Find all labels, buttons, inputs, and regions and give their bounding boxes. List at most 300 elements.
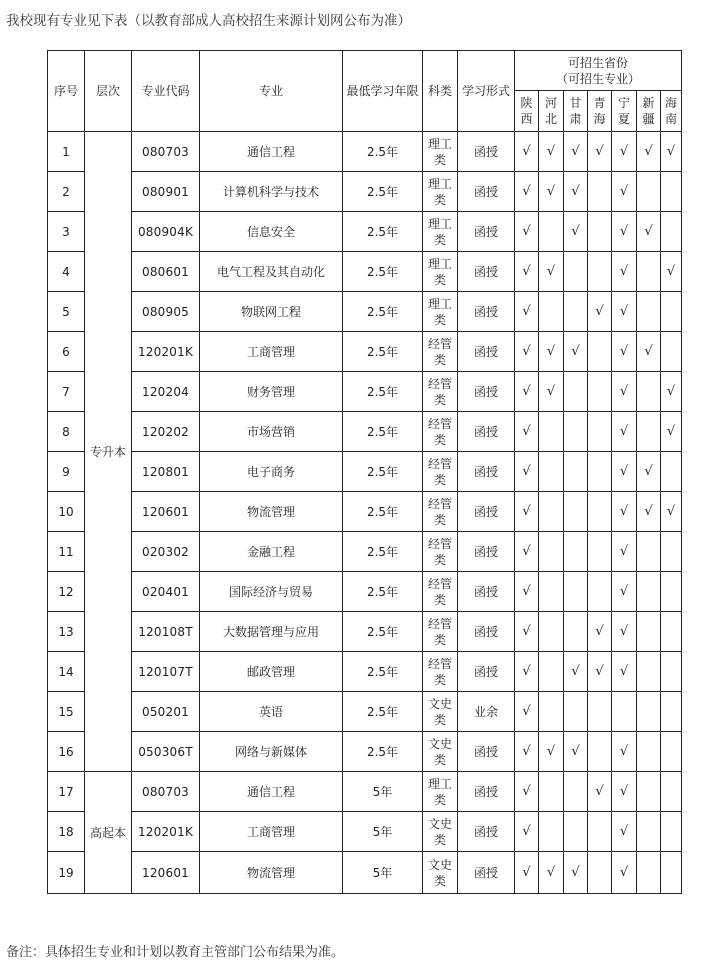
province-check-cell (612, 732, 637, 772)
row-years: 2.5年 (343, 332, 423, 372)
province-check-cell (588, 612, 612, 652)
province-check-cell (539, 652, 564, 692)
row-years: 5年 (343, 812, 423, 852)
province-check-cell (612, 292, 637, 332)
check-mark-icon: √ (619, 823, 629, 839)
province-check-cell (539, 452, 564, 492)
province-check-cell (515, 292, 539, 332)
province-check-cell (612, 652, 637, 692)
check-mark-icon: √ (595, 783, 604, 799)
header-min-years: 最低学习年限 (343, 51, 423, 132)
province-check-cell (564, 732, 588, 772)
province-check-cell (612, 252, 637, 292)
province-check-cell (637, 332, 661, 372)
province-check-cell (539, 172, 564, 212)
header-province (637, 91, 661, 132)
row-years: 2.5年 (343, 292, 423, 332)
check-mark-icon: √ (522, 463, 531, 479)
check-mark-icon: √ (619, 423, 629, 439)
province-check-cell (515, 572, 539, 612)
row-major: 通信工程 (200, 772, 343, 812)
row-category (423, 812, 458, 852)
row-study-form: 函授 (458, 652, 515, 692)
check-mark-icon: √ (571, 143, 580, 159)
row-index: 13 (48, 612, 85, 652)
check-mark-icon: √ (644, 343, 653, 359)
row-category-line: 类 (433, 832, 446, 847)
province-check-cell (539, 212, 564, 252)
table-row (48, 332, 682, 372)
province-check-cell (564, 292, 588, 332)
row-category-line: 文史 (427, 736, 452, 751)
row-study-form: 函授 (458, 452, 515, 492)
province-check-cell (612, 572, 637, 612)
row-study-form: 业余 (458, 692, 515, 732)
row-category (423, 612, 458, 652)
province-check-cell (637, 412, 661, 452)
province-check-cell (564, 692, 588, 732)
check-mark-icon: √ (522, 583, 531, 599)
province-check-cell (612, 372, 637, 412)
row-category-line: 文史 (427, 696, 452, 711)
check-mark-icon: √ (571, 663, 580, 679)
header-category: 科类 (423, 51, 458, 132)
check-mark-icon: √ (666, 263, 676, 279)
province-check-cell (588, 492, 612, 532)
province-check-cell (539, 532, 564, 572)
province-check-cell (564, 172, 588, 212)
row-code: 080703 (132, 772, 200, 812)
header-province-char: 新 (642, 96, 655, 110)
header-province (661, 91, 682, 132)
check-mark-icon: √ (546, 864, 556, 880)
row-index: 10 (48, 492, 85, 532)
row-category-line: 理工 (427, 176, 452, 191)
row-study-form: 函授 (458, 412, 515, 452)
province-check-cell (612, 612, 637, 652)
check-mark-icon: √ (522, 783, 531, 799)
row-category-line: 类 (433, 752, 446, 767)
check-mark-icon: √ (571, 743, 580, 759)
province-check-cell (515, 252, 539, 292)
row-code: 120204 (132, 372, 200, 412)
row-index: 2 (48, 172, 85, 212)
province-check-cell (515, 332, 539, 372)
row-category (423, 252, 458, 292)
check-mark-icon: √ (619, 463, 629, 479)
check-mark-icon: √ (522, 864, 531, 880)
row-study-form: 函授 (458, 612, 515, 652)
majors-table (47, 50, 682, 894)
province-check-cell (661, 172, 682, 212)
check-mark-icon: √ (619, 743, 629, 759)
row-major: 工商管理 (200, 812, 343, 852)
row-code: 120601 (132, 852, 200, 894)
header-province-char: 甘 (569, 96, 582, 110)
province-check-cell (588, 772, 612, 812)
check-mark-icon: √ (522, 343, 531, 359)
province-check-cell (539, 132, 564, 172)
province-check-cell (612, 812, 637, 852)
row-index: 4 (48, 252, 85, 292)
table-row (48, 132, 682, 172)
check-mark-icon: √ (546, 143, 556, 159)
header-province (539, 91, 564, 132)
row-category (423, 652, 458, 692)
row-category-line: 类 (433, 352, 446, 367)
row-study-form: 函授 (458, 332, 515, 372)
header-level: 层次 (85, 51, 132, 132)
province-check-cell (661, 292, 682, 332)
province-check-cell (588, 812, 612, 852)
province-check-cell (515, 732, 539, 772)
province-check-cell (588, 332, 612, 372)
check-mark-icon: √ (522, 263, 531, 279)
province-check-cell (612, 532, 637, 572)
province-check-cell (515, 412, 539, 452)
header-province (588, 91, 612, 132)
row-code: 120201K (132, 812, 200, 852)
row-level: 专升本 (85, 132, 132, 772)
row-index: 12 (48, 572, 85, 612)
province-check-cell (661, 372, 682, 412)
row-index: 15 (48, 692, 85, 732)
check-mark-icon: √ (619, 183, 629, 199)
row-category (423, 132, 458, 172)
province-check-cell (588, 852, 612, 894)
province-check-cell (515, 612, 539, 652)
province-check-cell (588, 252, 612, 292)
check-mark-icon: √ (522, 663, 531, 679)
row-index: 6 (48, 332, 85, 372)
check-mark-icon: √ (522, 743, 531, 759)
row-category (423, 452, 458, 492)
row-years: 2.5年 (343, 732, 423, 772)
province-check-cell (539, 852, 564, 894)
province-check-cell (564, 492, 588, 532)
row-category (423, 532, 458, 572)
footnote: 备注：具体招生专业和计划以教育主管部门公布结果为准。 (6, 945, 345, 960)
province-check-cell (515, 172, 539, 212)
province-check-cell (588, 132, 612, 172)
province-check-cell (637, 132, 661, 172)
header-province-char: 肃 (569, 112, 582, 126)
row-category-line: 经管 (427, 576, 452, 591)
header-study-form: 学习形式 (458, 51, 515, 132)
row-category-line: 经管 (427, 336, 452, 351)
row-years: 2.5年 (343, 492, 423, 532)
table-row (48, 412, 682, 452)
row-code: 050201 (132, 692, 200, 732)
row-code: 080901 (132, 172, 200, 212)
check-mark-icon: √ (522, 183, 531, 199)
check-mark-icon: √ (619, 623, 629, 639)
province-check-cell (588, 292, 612, 332)
province-check-cell (564, 252, 588, 292)
province-check-cell (612, 132, 637, 172)
check-mark-icon: √ (619, 543, 629, 559)
row-index: 16 (48, 732, 85, 772)
province-check-cell (588, 172, 612, 212)
table-row (48, 652, 682, 692)
province-check-cell (564, 652, 588, 692)
check-mark-icon: √ (619, 343, 629, 359)
row-major: 工商管理 (200, 332, 343, 372)
header-index: 序号 (48, 51, 85, 132)
row-category-line: 经管 (427, 616, 452, 631)
province-check-cell (588, 572, 612, 612)
row-index: 18 (48, 812, 85, 852)
header-provinces-title: 可招生省份 (567, 55, 628, 70)
row-years: 5年 (343, 772, 423, 812)
check-mark-icon: √ (644, 143, 653, 159)
check-mark-icon: √ (522, 303, 531, 319)
row-category-line: 类 (433, 712, 446, 727)
province-check-cell (637, 812, 661, 852)
row-major: 信息安全 (200, 212, 343, 252)
province-check-cell (637, 692, 661, 732)
check-mark-icon: √ (619, 263, 629, 279)
row-code: 020302 (132, 532, 200, 572)
row-category-line: 类 (433, 592, 446, 607)
row-category-line: 类 (433, 432, 446, 447)
row-years: 2.5年 (343, 412, 423, 452)
table-row (48, 372, 682, 412)
row-category (423, 852, 458, 894)
province-check-cell (539, 732, 564, 772)
header-province-char: 海 (664, 96, 677, 110)
header-province-char: 疆 (642, 112, 655, 126)
row-category-line: 类 (433, 672, 446, 687)
table-row (48, 852, 682, 894)
row-category (423, 372, 458, 412)
row-category (423, 492, 458, 532)
province-check-cell (515, 692, 539, 732)
row-category (423, 772, 458, 812)
row-category (423, 572, 458, 612)
province-check-cell (612, 212, 637, 252)
province-check-cell (515, 212, 539, 252)
province-check-cell (612, 772, 637, 812)
province-check-cell (564, 812, 588, 852)
province-check-cell (515, 372, 539, 412)
check-mark-icon: √ (571, 183, 580, 199)
row-study-form: 函授 (458, 212, 515, 252)
row-years: 2.5年 (343, 572, 423, 612)
province-check-cell (637, 852, 661, 894)
row-major: 物流管理 (200, 492, 343, 532)
row-index: 5 (48, 292, 85, 332)
check-mark-icon: √ (619, 583, 629, 599)
row-category (423, 692, 458, 732)
province-check-cell (661, 252, 682, 292)
header-major: 专业 (200, 51, 343, 132)
row-study-form: 函授 (458, 732, 515, 772)
row-index: 3 (48, 212, 85, 252)
row-major: 电子商务 (200, 452, 343, 492)
table-row (48, 172, 682, 212)
province-check-cell (539, 492, 564, 532)
row-category-line: 文史 (427, 816, 452, 831)
table-row (48, 452, 682, 492)
row-years: 2.5年 (343, 132, 423, 172)
check-mark-icon: √ (619, 783, 629, 799)
province-check-cell (515, 132, 539, 172)
row-major: 英语 (200, 692, 343, 732)
row-category (423, 172, 458, 212)
check-mark-icon: √ (595, 663, 604, 679)
province-check-cell (661, 532, 682, 572)
check-mark-icon: √ (619, 223, 629, 239)
row-years: 2.5年 (343, 372, 423, 412)
check-mark-icon: √ (522, 543, 531, 559)
row-category-line: 类 (433, 192, 446, 207)
row-category-line: 经管 (427, 656, 452, 671)
province-check-cell (539, 292, 564, 332)
province-check-cell (612, 492, 637, 532)
header-province-char: 河 (544, 96, 557, 110)
province-check-cell (564, 772, 588, 812)
row-category-line: 类 (433, 552, 446, 567)
row-category-line: 经管 (427, 416, 452, 431)
table-row (48, 252, 682, 292)
row-category-line: 经管 (427, 376, 452, 391)
row-years: 2.5年 (343, 252, 423, 292)
row-index: 7 (48, 372, 85, 412)
row-major: 计算机科学与技术 (200, 172, 343, 212)
row-study-form: 函授 (458, 292, 515, 332)
row-major: 物流管理 (200, 852, 343, 894)
province-check-cell (539, 332, 564, 372)
province-check-cell (637, 492, 661, 532)
province-check-cell (564, 532, 588, 572)
check-mark-icon: √ (522, 703, 531, 719)
check-mark-icon: √ (546, 263, 556, 279)
check-mark-icon: √ (546, 743, 556, 759)
province-check-cell (515, 852, 539, 894)
province-check-cell (661, 852, 682, 894)
row-major: 金融工程 (200, 532, 343, 572)
row-code: 120107T (132, 652, 200, 692)
row-index: 8 (48, 412, 85, 452)
row-category (423, 212, 458, 252)
row-category-line: 类 (433, 512, 446, 527)
province-check-cell (564, 612, 588, 652)
row-category-line: 类 (433, 312, 446, 327)
header-province (515, 91, 539, 132)
province-check-cell (661, 612, 682, 652)
province-check-cell (661, 412, 682, 452)
row-category (423, 332, 458, 372)
header-province-char: 南 (664, 112, 677, 126)
check-mark-icon: √ (666, 383, 676, 399)
province-check-cell (588, 652, 612, 692)
row-study-form: 函授 (458, 492, 515, 532)
check-mark-icon: √ (644, 463, 653, 479)
province-check-cell (612, 332, 637, 372)
province-check-cell (588, 372, 612, 412)
row-category (423, 292, 458, 332)
province-check-cell (637, 212, 661, 252)
province-check-cell (661, 332, 682, 372)
province-check-cell (564, 132, 588, 172)
province-check-cell (539, 812, 564, 852)
row-major: 电气工程及其自动化 (200, 252, 343, 292)
row-study-form: 函授 (458, 132, 515, 172)
row-index: 19 (48, 852, 85, 894)
row-major: 财务管理 (200, 372, 343, 412)
province-check-cell (612, 172, 637, 212)
province-check-cell (564, 412, 588, 452)
province-check-cell (637, 372, 661, 412)
row-category-line: 类 (433, 272, 446, 287)
row-category-line: 理工 (427, 216, 452, 231)
check-mark-icon: √ (522, 423, 531, 439)
row-years: 5年 (343, 852, 423, 894)
row-study-form: 函授 (458, 372, 515, 412)
row-category-line: 类 (433, 792, 446, 807)
row-major: 国际经济与贸易 (200, 572, 343, 612)
check-mark-icon: √ (595, 143, 604, 159)
row-years: 2.5年 (343, 212, 423, 252)
province-check-cell (539, 252, 564, 292)
province-check-cell (539, 772, 564, 812)
row-study-form: 函授 (458, 772, 515, 812)
check-mark-icon: √ (522, 623, 531, 639)
check-mark-icon: √ (522, 503, 531, 519)
province-check-cell (637, 452, 661, 492)
row-category-line: 经管 (427, 496, 452, 511)
province-check-cell (515, 452, 539, 492)
province-check-cell (588, 532, 612, 572)
row-years: 2.5年 (343, 452, 423, 492)
province-check-cell (539, 412, 564, 452)
header-province-char: 青 (593, 96, 606, 110)
province-check-cell (515, 772, 539, 812)
header-code: 专业代码 (132, 51, 200, 132)
row-years: 2.5年 (343, 612, 423, 652)
header-province-char: 陕 (520, 96, 533, 110)
row-code: 080703 (132, 132, 200, 172)
row-category-line: 类 (433, 873, 446, 888)
province-check-cell (637, 652, 661, 692)
row-level: 高起本 (85, 772, 132, 894)
province-check-cell (564, 332, 588, 372)
row-major: 通信工程 (200, 132, 343, 172)
check-mark-icon: √ (522, 823, 531, 839)
table-row (48, 292, 682, 332)
row-study-form: 函授 (458, 572, 515, 612)
row-code: 120801 (132, 452, 200, 492)
province-check-cell (564, 852, 588, 894)
row-index: 17 (48, 772, 85, 812)
row-category-line: 类 (433, 632, 446, 647)
province-check-cell (637, 172, 661, 212)
row-category-line: 理工 (427, 256, 452, 271)
row-code: 120601 (132, 492, 200, 532)
row-major: 邮政管理 (200, 652, 343, 692)
row-study-form: 函授 (458, 852, 515, 894)
row-code: 080904K (132, 212, 200, 252)
row-category-line: 类 (433, 392, 446, 407)
province-check-cell (515, 532, 539, 572)
row-code: 080601 (132, 252, 200, 292)
check-mark-icon: √ (619, 503, 629, 519)
row-category (423, 412, 458, 452)
check-mark-icon: √ (644, 223, 653, 239)
check-mark-icon: √ (546, 383, 556, 399)
table-row (48, 612, 682, 652)
